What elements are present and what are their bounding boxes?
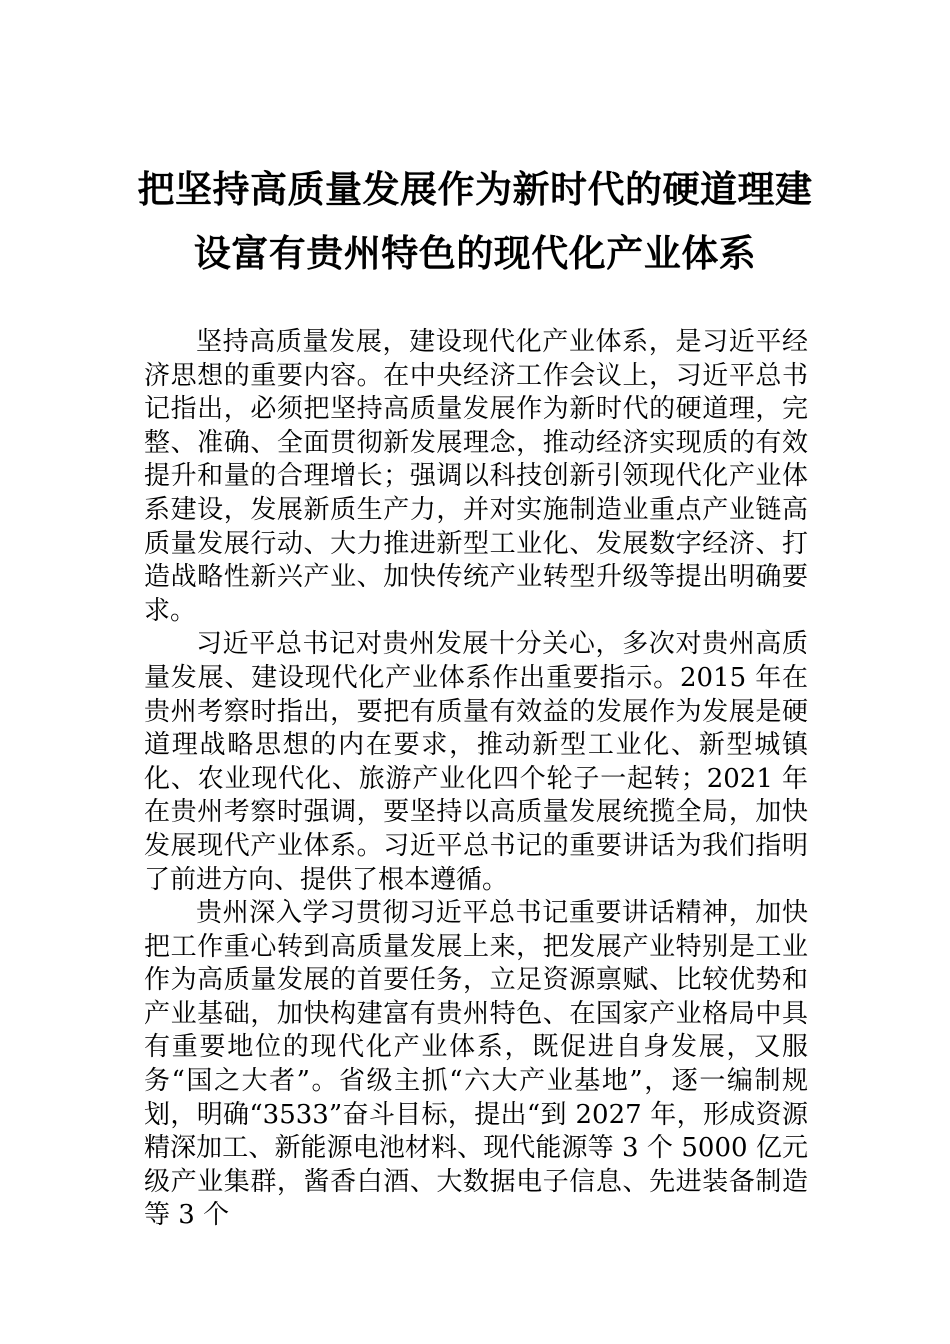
paragraph-2: 习近平总书记对贵州发展十分关心，多次对贵州高质量发展、建设现代化产业体系作出重要指示。2015 年在贵州考察时指出，要把有质量有效益的发展作为发展是硬道理战略思想的内在要求，推动新型工业化、新型城镇化、农业现代化、旅游产业化四个轮子一起转；2021 年在贵州考察时强调，要坚持以高质量发展统揽全局，加快发展现代产业体系。习近平总书记的重要讲话为我们指明了前进方向、提供了根本遵循。 xyxy=(144,629,808,895)
document-body xyxy=(144,326,808,1233)
paragraph-3: 贵州深入学习贯彻习近平总书记重要讲话精神，加快把工作重心转到高质量发展上来，把发展产业特别是工业作为高质量发展的首要任务，立足资源禀赋、比较优势和产业基础，加快构建富有贵州特色、在国家产业格局中具有重要地位的现代化产业体系，既促进自身发展，又服务“国之大者”。省级主抓“六大产业基地”，逐一编制规划，明确“3533”奋斗目标，提出“到 2027 年，形成资源精深加工、新能源电池材料、现代能源等 3 个 5000 亿元级产业集群，酱香白酒、大数据电子信息、先进装备制造等 3 个 xyxy=(144,898,808,1231)
paragraph-1: 坚持高质量发展，建设现代化产业体系，是习近平经济思想的重要内容。在中央经济工作会议上，习近平总书记指出，必须把坚持高质量发展作为新时代的硬道理，完整、准确、全面贯彻新发展理念，推动经济实现质的有效提升和量的合理增长；强调以科技创新引领现代化产业体系建设，发展新质生产力，并对实施制造业重点产业链高质量发展行动、大力推进新型工业化、发展数字经济、打造战略性新兴产业、加快传统产业转型升级等提出明确要求。 xyxy=(144,327,808,626)
document-title xyxy=(0,158,950,286)
title-line-1: 把坚持高质量发展作为新时代的硬道理建 xyxy=(137,168,813,211)
title-line-2: 设富有贵州特色的现代化产业体系 xyxy=(193,232,757,275)
